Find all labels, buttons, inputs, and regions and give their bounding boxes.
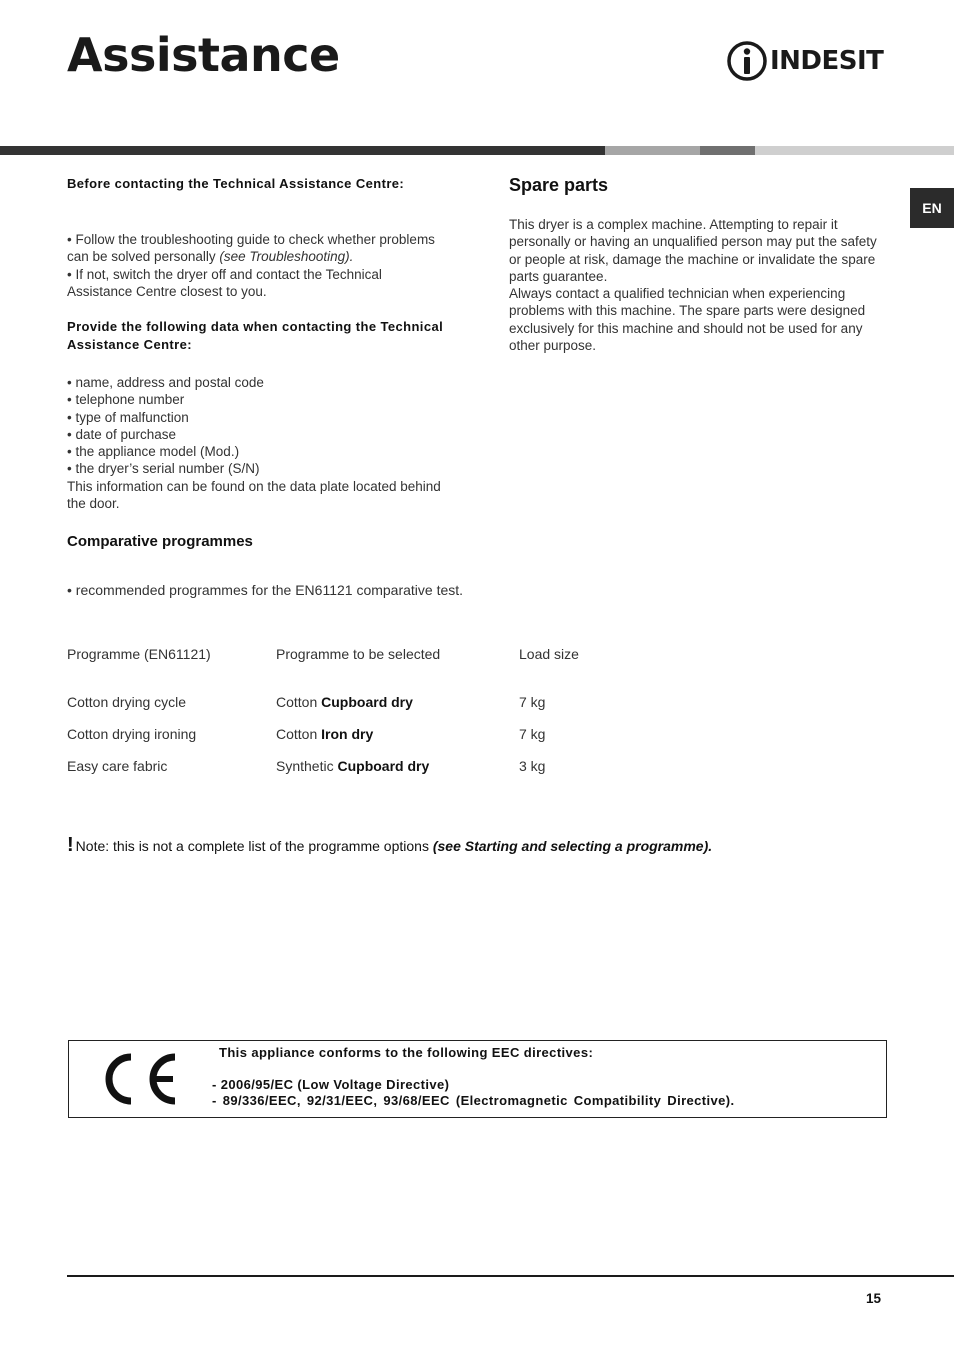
data-location-text: This information can be found on the data plate located behind the door. <box>67 478 441 512</box>
column-header-load: Load size <box>519 646 579 662</box>
warning-mark: ! <box>67 834 74 856</box>
programme-cell: Cotton drying cycle <box>67 694 187 710</box>
conformity-box <box>68 1040 887 1118</box>
page-number: 15 <box>866 1291 882 1306</box>
list-item: • type of malfunction <box>67 409 189 425</box>
spare-parts-heading: Spare parts <box>509 175 609 195</box>
footer-divider <box>67 1275 954 1277</box>
comparative-programmes-heading: Comparative programmes <box>67 533 253 550</box>
directive-line-1: - 2006/95/EC (Low Voltage Directive) <box>212 1077 450 1092</box>
brand-logo <box>726 40 888 82</box>
programme-note <box>67 834 712 857</box>
select-bold: Cupboard dry <box>337 758 430 774</box>
brand-name: INDESIT <box>770 46 884 76</box>
select-plain: Cotton <box>276 726 322 742</box>
select-cell <box>276 758 429 774</box>
note-reference: (see Starting and selecting a programme). <box>432 838 713 854</box>
provide-data-heading: Provide the following data when contacting the Technical Assistance Centre: <box>67 319 444 352</box>
troubleshooting-reference: (see Troubleshooting). <box>219 249 354 265</box>
select-bold: Iron dry <box>321 726 374 742</box>
programme-cell: Easy care fabric <box>67 758 168 774</box>
ce-mark-icon <box>101 1049 181 1109</box>
comparative-bullet: • recommended programmes for the EN61121 comparative test. <box>67 582 464 598</box>
header-band-mid <box>605 146 700 155</box>
conformity-heading: This appliance conforms to the following EEC directives: <box>219 1045 594 1060</box>
column-header-programme: Programme (EN61121) <box>67 646 211 662</box>
before-contacting-bullet-1 <box>67 231 447 266</box>
load-cell: 7 kg <box>519 726 546 742</box>
column-header-select: Programme to be selected <box>276 646 441 662</box>
bullet-1-text: • Follow the troubleshooting guide to check whether problems can be solved personally <box>67 232 435 265</box>
before-contacting-heading: Before contacting the Technical Assistance Centre: <box>67 176 405 191</box>
list-item: • telephone number <box>67 392 185 408</box>
select-plain: Cotton <box>276 694 322 710</box>
programme-cell: Cotton drying ironing <box>67 726 197 742</box>
load-cell: 3 kg <box>519 758 546 774</box>
list-item: • name, address and postal code <box>67 375 264 390</box>
list-item: • the appliance model (Mod.) <box>67 444 240 460</box>
select-plain: Synthetic <box>276 758 338 774</box>
header-band-light <box>755 146 954 155</box>
note-text: Note: this is not a complete list of the programme options <box>75 838 433 854</box>
page-title: Assistance <box>67 28 340 82</box>
spare-parts-paragraph-1: This dryer is a complex machine. Attempting to repair it personally or having an unqualified person may put the safety or people at risk, damage the machine or invalidate the spare parts guarantee. <box>509 217 877 284</box>
data-list <box>67 374 447 512</box>
directive-line-2: - 89/336/EEC, 92/31/EEC, 93/68/EEC (Electromagnetic Compatibility Directive). <box>212 1093 735 1108</box>
header-band-dark <box>0 146 605 155</box>
spare-parts-paragraph-2: Always contact a qualified technician when experiencing problems with this machine. The spare parts were designed exclusively for this machine and should not be used for any other purpose. <box>509 286 866 353</box>
list-item: • the dryer’s serial number (S/N) <box>67 461 260 477</box>
select-cell <box>276 726 373 742</box>
before-contacting-bullet-2: • If not, switch the dryer off and contact the Technical Assistance Centre closest to you. <box>67 267 382 300</box>
select-cell <box>276 694 413 710</box>
conformity-text <box>212 1045 735 1109</box>
language-tab: EN <box>910 188 954 228</box>
list-item: • date of purchase <box>67 426 177 442</box>
header-band-dark2 <box>700 146 755 155</box>
load-cell: 7 kg <box>519 694 546 710</box>
indesit-i-icon <box>726 40 770 82</box>
select-bold: Cupboard dry <box>321 694 413 710</box>
